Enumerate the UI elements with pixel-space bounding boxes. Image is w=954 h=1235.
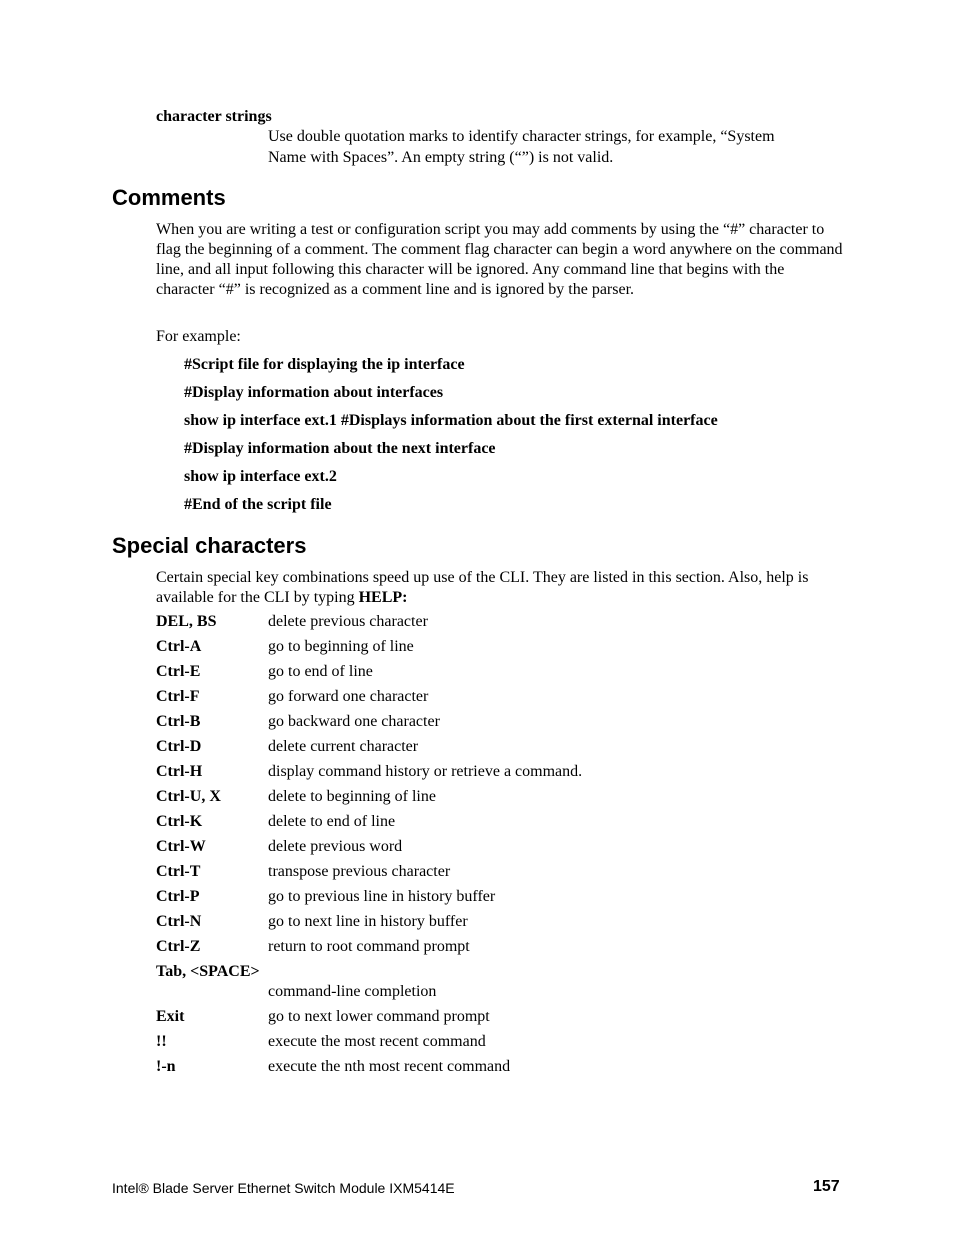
- key-ctrl-w: Ctrl-W: [156, 838, 206, 855]
- desc-ctrl-e: go to end of line: [268, 663, 373, 680]
- key-ctrl-n: Ctrl-N: [156, 913, 202, 930]
- special-characters-heading: Special characters: [112, 533, 307, 558]
- example-line-5: show ip interface ext.2: [184, 468, 337, 485]
- desc-ctrl-z: return to root command prompt: [268, 938, 470, 955]
- page-number: 157: [813, 1178, 840, 1195]
- key-exit: Exit: [156, 1008, 185, 1025]
- key-del-bs: DEL, BS: [156, 613, 217, 630]
- desc-ctrl-d: delete current character: [268, 738, 419, 755]
- desc-del-bs: delete previous character: [268, 613, 428, 630]
- desc-bang-bang: execute the most recent command: [268, 1033, 486, 1050]
- term-character-strings: character strings: [156, 108, 272, 125]
- key-ctrl-b: Ctrl-B: [156, 713, 201, 730]
- key-ctrl-u-x: Ctrl-U, X: [156, 788, 221, 805]
- desc-ctrl-t: transpose previous character: [268, 863, 451, 880]
- footer-title: Intel® Blade Server Ethernet Switch Module IXM5414E: [112, 1180, 455, 1196]
- desc-tab-space: command-line completion: [268, 983, 437, 1000]
- key-ctrl-d: Ctrl-D: [156, 738, 202, 755]
- desc-exit: go to next lower command prompt: [268, 1008, 490, 1025]
- comments-heading: Comments: [112, 185, 226, 210]
- example-line-1: #Script file for displaying the ip interface: [184, 356, 465, 373]
- key-ctrl-h: Ctrl-H: [156, 763, 203, 780]
- example-line-4: #Display information about the next interface: [184, 440, 496, 457]
- key-ctrl-a: Ctrl-A: [156, 638, 202, 655]
- example-line-2: #Display information about interfaces: [184, 384, 444, 401]
- desc-ctrl-a: go to beginning of line: [268, 638, 414, 655]
- special-characters-intro: [156, 568, 846, 608]
- desc-ctrl-b: go backward one character: [268, 713, 440, 730]
- key-ctrl-f: Ctrl-F: [156, 688, 200, 705]
- intro-help-keyword: HELP:: [358, 589, 408, 606]
- desc-bang-n: execute the nth most recent command: [268, 1058, 511, 1075]
- key-ctrl-e: Ctrl-E: [156, 663, 201, 680]
- desc-ctrl-u-x: delete to beginning of line: [268, 788, 436, 805]
- example-line-3: show ip interface ext.1 #Displays information about the first external interface: [184, 412, 718, 429]
- term-definition-line-2: Name with Spaces”. An empty string (“”) is not valid.: [268, 149, 614, 166]
- desc-ctrl-n: go to next line in history buffer: [268, 913, 468, 930]
- comments-paragraph: When you are writing a test or configuration script you may add comments by using the “#” character to flag the beginning of a comment. The comment flag character can begin a word anywhere on the command line, and all input following this character will be ignored. Any command line that begins with the character “#” is recognized as a comment line and is ignored by the parser.: [156, 221, 843, 298]
- intro-text: Certain special key combinations speed up use of the CLI. They are listed in this section. Also, help is available for the CLI by typing: [156, 569, 809, 606]
- for-example-label: For example:: [156, 328, 241, 345]
- desc-ctrl-f: go forward one character: [268, 688, 429, 705]
- key-ctrl-p: Ctrl-P: [156, 888, 200, 905]
- key-ctrl-k: Ctrl-K: [156, 813, 203, 830]
- desc-ctrl-w: delete previous word: [268, 838, 403, 855]
- desc-ctrl-k: delete to end of line: [268, 813, 396, 830]
- example-line-6: #End of the script file: [184, 496, 332, 513]
- desc-ctrl-p: go to previous line in history buffer: [268, 888, 496, 905]
- key-ctrl-z: Ctrl-Z: [156, 938, 201, 955]
- key-tab-space: Tab, <SPACE>: [156, 963, 260, 980]
- key-bang-bang: !!: [156, 1033, 167, 1050]
- key-bang-n: !-n: [156, 1058, 176, 1075]
- key-ctrl-t: Ctrl-T: [156, 863, 201, 880]
- desc-ctrl-h: display command history or retrieve a command.: [268, 763, 583, 780]
- term-definition-line-1: Use double quotation marks to identify character strings, for example, “System: [268, 128, 775, 145]
